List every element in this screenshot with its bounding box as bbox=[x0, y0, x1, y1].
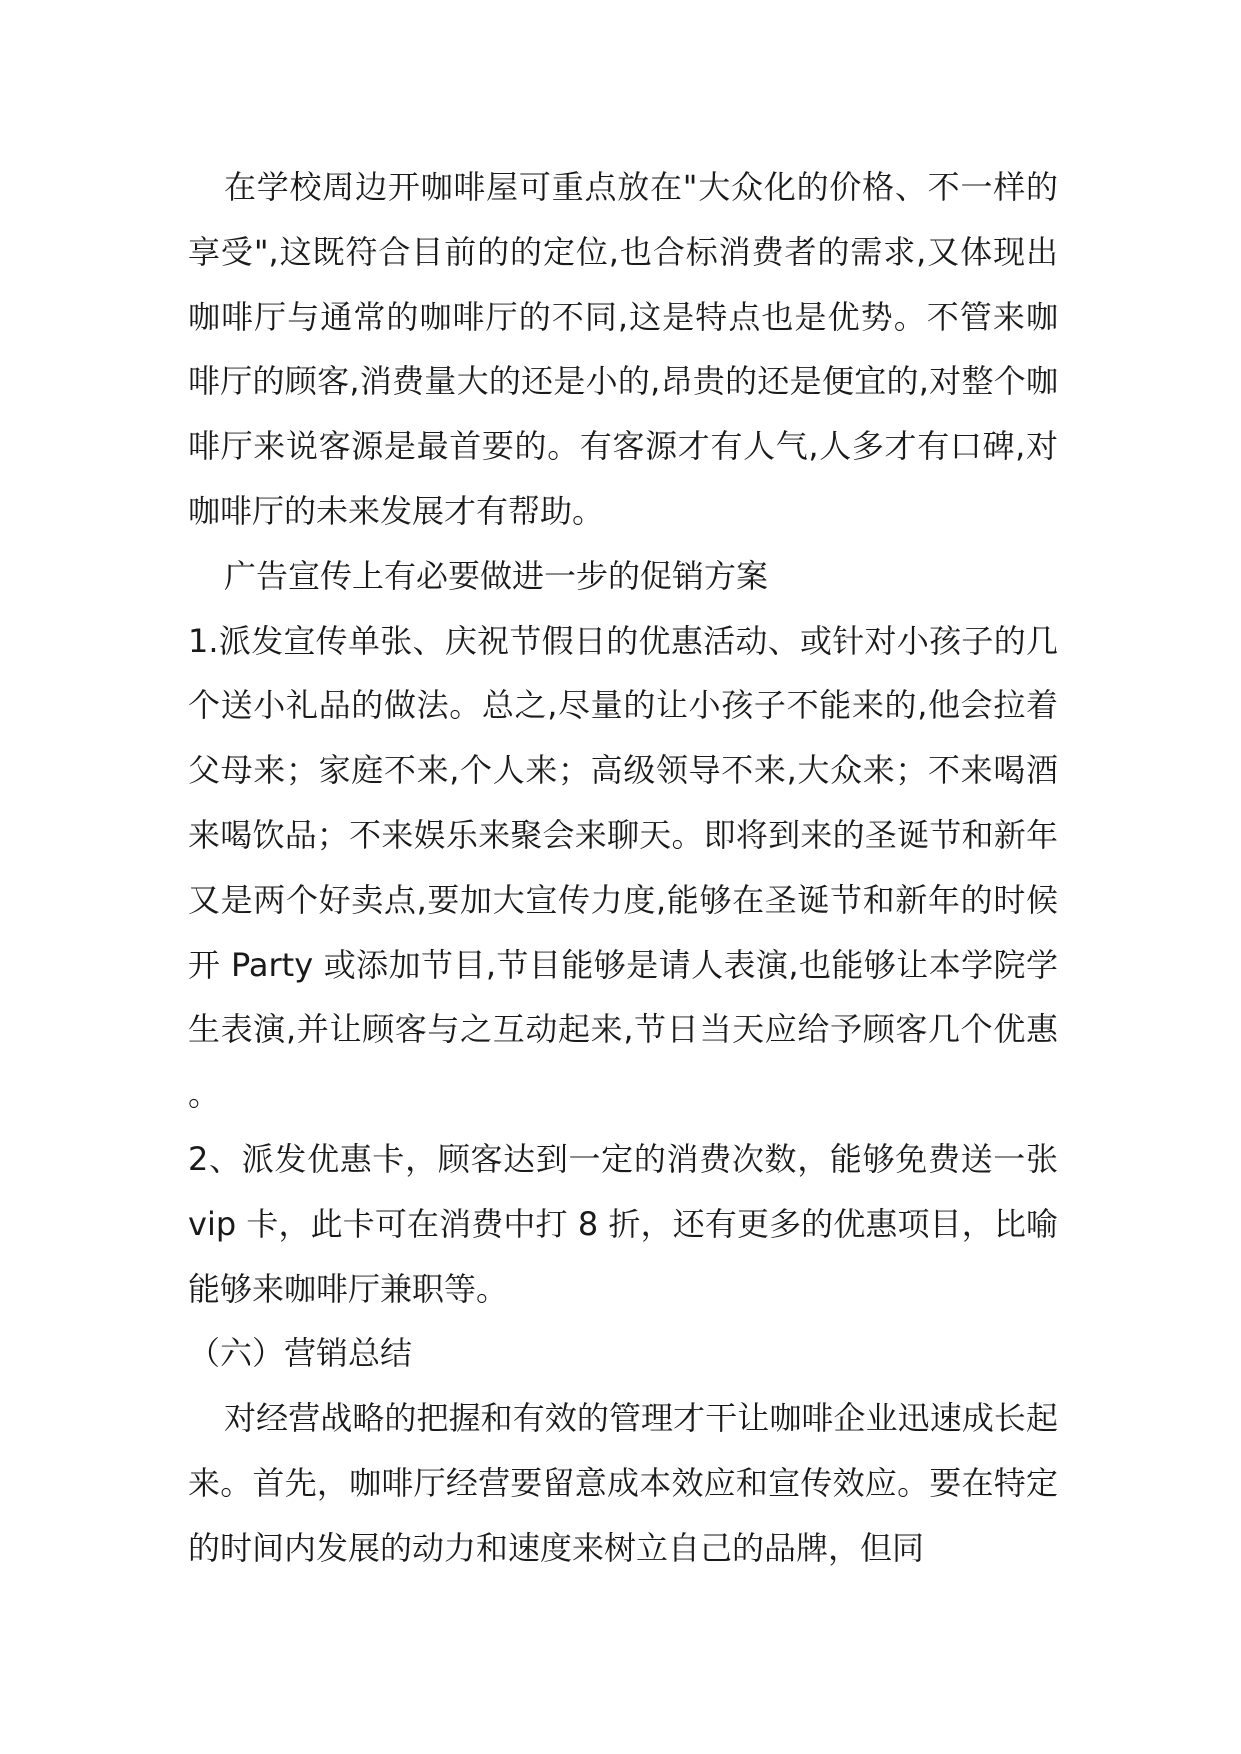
paragraph-item-2-discount-card: 2、派发优惠卡，顾客达到一定的消费次数，能够免费送一张 vip 卡，此卡可在消费中打 8 折，还有更多的优惠项目，比喻能够来咖啡厅兼职等。 bbox=[188, 1139, 1058, 1308]
paragraph-promotion-intro: 广告宣传上有必要做进一步的促销方案 bbox=[224, 556, 769, 595]
paragraph-marketing-summary: 对经营战略的把握和有效的管理才干让咖啡企业迅速成长起来。首先，咖啡厅经营要留意成本效应和宣传效应。要在特定的时间内发展的动力和速度来树立自己的品牌，但同 bbox=[188, 1399, 1058, 1567]
paragraph-coffee-shop-positioning: 在学校周边开咖啡屋可重点放在"大众化的价格、不一样的享受",这既符合目前的的定位,也合标消费者的需求,又体现出咖啡厅与通常的咖啡厅的不同,这是特点也是优势。不管来咖啡厅的顾客,消费量大的还是小的,昂贵的还是便宜的,对整个咖啡厅来说客源是最首要的。有客源才有人气,人多才有口碑,对咖啡厅的未来发展才有帮助。 bbox=[188, 168, 1058, 530]
section-heading-marketing-summary: （六）营销总结 bbox=[188, 1334, 413, 1373]
document-body bbox=[188, 155, 1058, 1581]
paragraph-item-1-flyers: 1.派发宣传单张、庆祝节假日的优惠活动、或针对小孩子的几个送小礼品的做法。总之,尽量的让小孩子不能来的,他会拉着父母来；家庭不来,个人来；高级领导不来,大众来；不来喝酒来喝饮品；不来娱乐来聚会来聊天。即将到来的圣诞节和新年又是两个好卖点,要加大宣传力度,能够在圣诞节和新年的时候开 Party 或添加节目,节目能够是请人表演,也能够让本学院学生表演,并让顾客与之互动起来,节日当天应给予顾客几个优惠。 bbox=[188, 621, 1058, 1114]
